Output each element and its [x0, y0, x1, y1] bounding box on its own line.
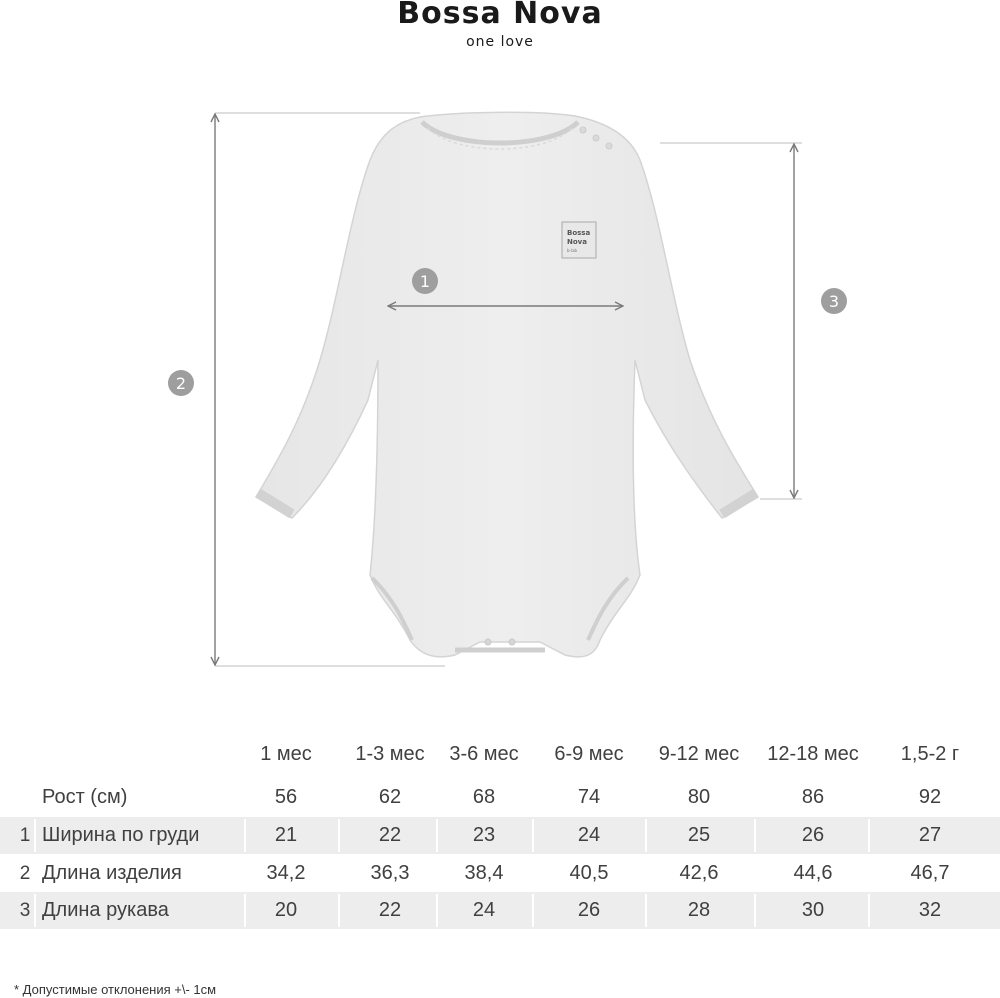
table-cell: 25	[687, 824, 711, 846]
column-header: 9-12 мес	[658, 743, 740, 765]
table-cell: 62	[378, 786, 402, 808]
marker-3	[821, 288, 847, 314]
table-cell: 32	[918, 899, 942, 921]
table-cell: 38,4	[464, 862, 504, 884]
table-cell: 74	[577, 786, 601, 808]
table-cell: 27	[918, 824, 942, 846]
row-label: Длина изделия	[42, 862, 182, 884]
table-cell: 24	[577, 824, 601, 846]
row-label: Длина рукава	[42, 899, 169, 921]
table-cell: 46,7	[910, 862, 950, 884]
column-header: 1 мес	[260, 743, 312, 765]
row-separator	[754, 894, 756, 927]
table-row-garment-length	[0, 855, 1000, 892]
row-index: 1	[19, 825, 31, 846]
row-separator	[645, 894, 647, 927]
table-cell: 80	[687, 786, 711, 808]
marker-1	[412, 268, 438, 294]
table-cell: 36,3	[370, 862, 410, 884]
row-index: 3	[19, 900, 31, 921]
label-line-2: Nova	[567, 238, 587, 246]
table-cell: 56	[274, 786, 298, 808]
table-cell: 86	[801, 786, 825, 808]
table-row-chest-width	[0, 817, 1000, 854]
row-label: Ширина по груди	[42, 824, 200, 846]
row-index: 2	[19, 863, 31, 884]
column-header: 1,5-2 г	[900, 743, 960, 765]
row-separator	[34, 894, 36, 927]
svg-text:3: 3	[828, 292, 840, 311]
table-cell: 34,2	[266, 862, 306, 884]
column-header: 3-6 мес	[449, 743, 519, 765]
table-cell: 40,5	[569, 862, 609, 884]
table-cell: 68	[472, 786, 496, 808]
column-header: 6-9 мес	[554, 743, 624, 765]
label-line-3: b-lab	[567, 248, 578, 253]
table-cell: 24	[472, 899, 496, 921]
brand-tagline: one love	[466, 34, 534, 50]
table-cell: 26	[801, 824, 825, 846]
table-cell: 22	[378, 899, 402, 921]
svg-text:2: 2	[175, 374, 187, 393]
table-header-row	[0, 736, 1000, 773]
row-separator	[645, 819, 647, 852]
row-separator	[868, 894, 870, 927]
row-separator	[754, 819, 756, 852]
table-cell: 20	[274, 899, 298, 921]
brand-name: Bossa Nova	[397, 0, 603, 31]
column-header: 12-18 мес	[767, 743, 859, 765]
table-row-height	[0, 779, 1000, 816]
column-header: 1-3 мес	[355, 743, 425, 765]
marker-2	[168, 370, 194, 396]
table-row-sleeve-length	[0, 892, 1000, 929]
table-cell: 44,6	[793, 862, 833, 884]
garment-brand-label	[562, 222, 596, 258]
label-line-1: Bossa	[567, 229, 591, 237]
tolerance-footnote: * Допустимые отклонения +\- 1см	[14, 982, 217, 997]
table-cell: 26	[577, 899, 601, 921]
table-cell: 30	[801, 899, 825, 921]
table-cell: 92	[918, 786, 942, 808]
svg-text:1: 1	[419, 272, 431, 291]
table-cell: 22	[378, 824, 402, 846]
row-label: Рост (см)	[42, 786, 128, 808]
bodysuit-image	[256, 112, 758, 657]
row-separator	[868, 819, 870, 852]
row-separator	[34, 819, 36, 852]
table-cell: 21	[274, 824, 298, 846]
table-cell: 23	[472, 824, 496, 846]
row-index	[18, 779, 32, 816]
table-cell: 28	[687, 899, 711, 921]
table-cell: 42,6	[679, 862, 719, 884]
